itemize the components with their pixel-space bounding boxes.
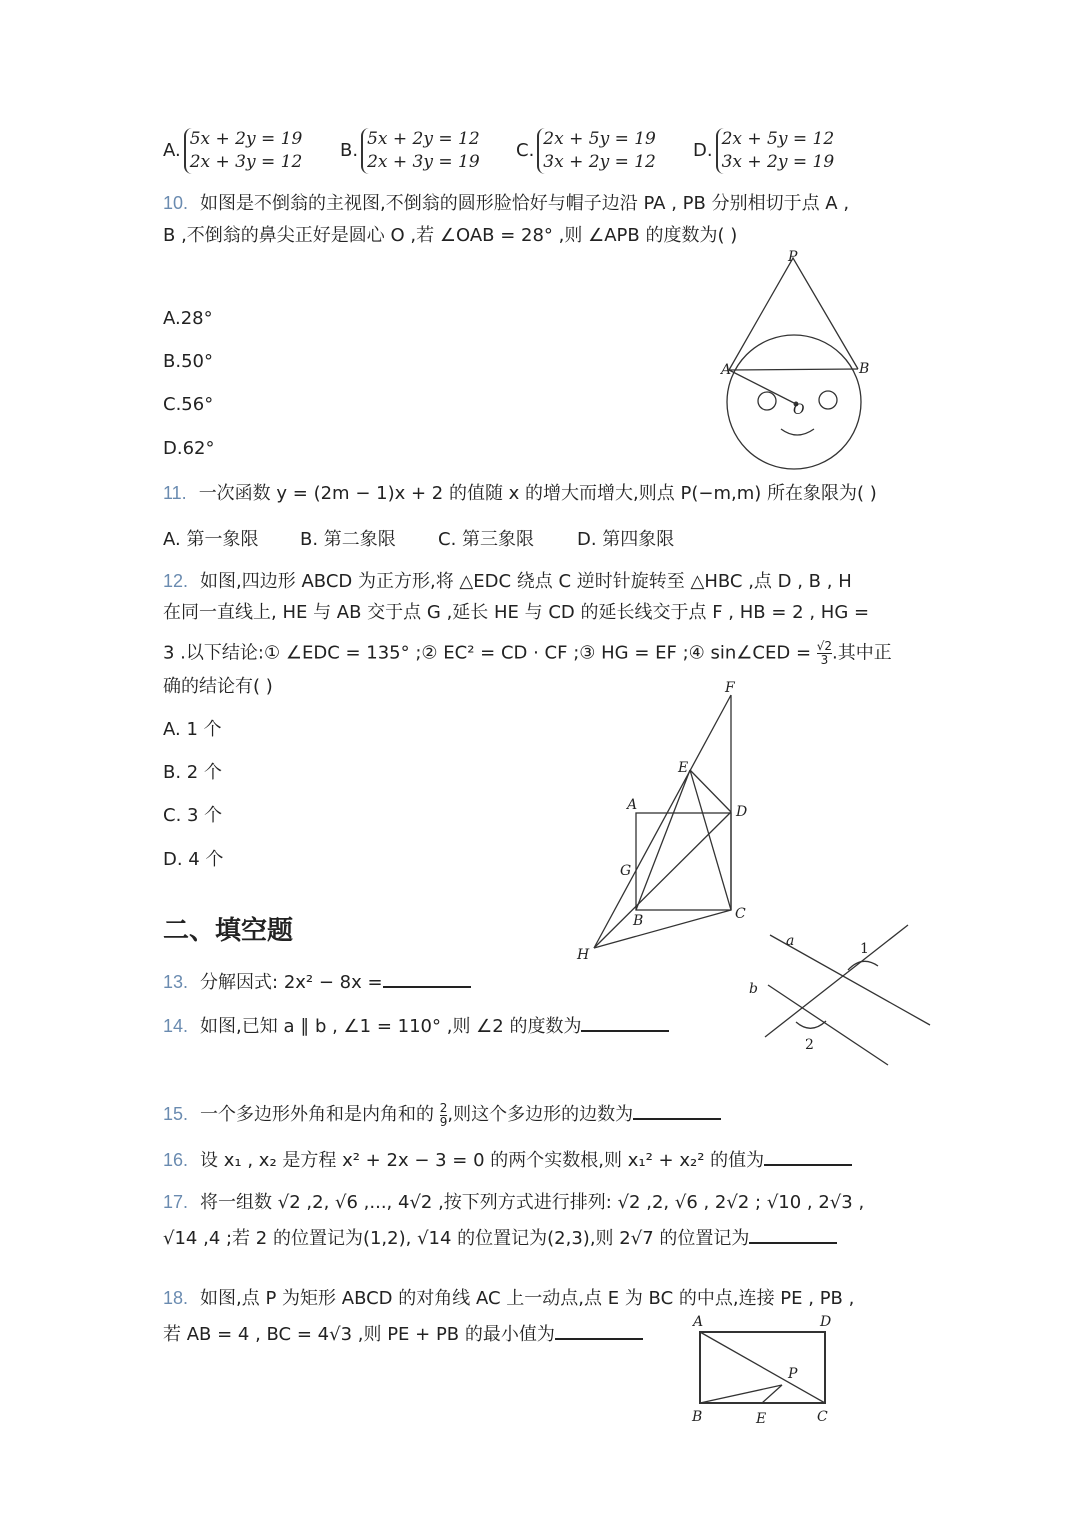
question-text: 如图,四边形 ABCD 为正方形,将 △EDC 绕点 C 逆时针旋转至 △HBC ,点 D , B , H — [200, 571, 852, 592]
q11-option-d: D. 第四象限 — [577, 529, 675, 550]
label-h: H — [577, 947, 590, 963]
question-text: 3 .以下结论:① ∠EDC = 135° ;② EC² = CD · CF ;③ HG = EF ;④ sin∠CED = — [163, 642, 817, 664]
label-c: C — [817, 1409, 828, 1425]
q10-option-b: B.50° — [163, 351, 213, 372]
parallel-lines-figure — [749, 925, 930, 1065]
q11-option-a: A. 第一象限 — [163, 529, 259, 550]
smile — [781, 429, 814, 435]
right-eye — [819, 391, 837, 409]
equation: 2x + 5y = 12 — [721, 129, 835, 149]
q10-option-d: D.62° — [163, 438, 215, 459]
question-text: 分解因式: 2x² − 8x = — [200, 972, 383, 993]
diagonal-ac — [700, 1332, 825, 1403]
equation: 3x + 2y = 12 — [543, 152, 656, 172]
q10-option-c: C.56° — [163, 394, 214, 415]
q11-option-b: B. 第二象限 — [300, 529, 396, 550]
label-e: E — [678, 760, 689, 776]
q10-line2: B ,不倒翁的鼻尖正好是圆心 O ,若 ∠OAB = 28° ,则 ∠APB 的度数为( ) — [163, 225, 738, 246]
option-label: A. — [163, 140, 181, 161]
equation: 2x + 3y = 19 — [367, 152, 480, 172]
question-text: √14 ,4 ;若 2 的位置记为(1,2), √14 的位置记为(2,3),则 2√7 的位置记为 — [163, 1228, 750, 1249]
option-label: D. — [693, 140, 713, 161]
question-number: 18. — [163, 1288, 189, 1308]
label-p: P — [788, 249, 798, 265]
label-a: A — [627, 797, 638, 813]
label-b: b — [749, 981, 758, 997]
question-number: 15. — [163, 1104, 189, 1124]
label-a: A — [721, 362, 732, 378]
label-d: D — [820, 1314, 832, 1330]
rectangle-figure — [691, 1314, 831, 1427]
line-hd — [594, 812, 731, 948]
question-text: 一个多边形外角和是内角和的 — [200, 1104, 440, 1125]
question-text: 如图是不倒翁的主视图,不倒翁的圆形脸恰好与帽子边沿 PA , PB 分别相切于点 A , — [200, 193, 850, 214]
question-text: 如图,已知 a ∥ b , ∠1 = 110° ,则 ∠2 的度数为 — [200, 1016, 582, 1037]
equation: 2x + 3y = 12 — [189, 152, 303, 172]
question-number: 13. — [163, 972, 189, 992]
fraction-denominator: 9 — [439, 1114, 448, 1129]
q12-option-b: B. 2 个 — [163, 762, 222, 783]
label-b: B — [692, 1409, 703, 1425]
question-text: ,则这个多边形的边数为 — [447, 1104, 634, 1125]
question-text: .其中正 — [832, 642, 892, 664]
fraction-numerator: √2 — [816, 639, 833, 653]
label-o: O — [793, 402, 805, 418]
question-number: 14. — [163, 1016, 189, 1036]
label-b: B — [633, 913, 644, 929]
question-number: 17. — [163, 1192, 189, 1212]
label-e: E — [756, 1411, 767, 1427]
question-text: 将一组数 √2 ,2, √6 ,..., 4√2 ,按下列方式进行排列: √2 ,2, √6 , 2√2 ; √10 , 2√3 , — [200, 1192, 865, 1213]
tumbler-figure — [719, 249, 869, 469]
q12-option-a: A. 1 个 — [163, 719, 222, 740]
option-label: C. — [516, 140, 535, 161]
q12-option-c: C. 3 个 — [163, 805, 223, 826]
q10-option-a: A.28° — [163, 308, 213, 329]
question-number: 11. — [163, 483, 187, 503]
angle-2-arc — [796, 1021, 826, 1028]
equation: 5x + 2y = 12 — [367, 129, 480, 149]
question-text: 一次函数 y = (2m − 1)x + 2 的值随 x 的增大而增大,则点 P(−m,m) 所在象限为( ) — [198, 483, 877, 504]
equation: 2x + 5y = 19 — [543, 129, 656, 149]
label-angle-2: 2 — [805, 1037, 814, 1053]
question-text: 如图,点 P 为矩形 ABCD 的对角线 AC 上一动点,点 E 为 BC 的中点,连接 PE , PB , — [200, 1288, 855, 1309]
label-angle-1: 1 — [860, 941, 869, 957]
q11-option-c: C. 第三象限 — [438, 529, 535, 550]
option-label: B. — [340, 140, 359, 161]
label-b: B — [859, 361, 870, 377]
equation: 3x + 2y = 19 — [721, 152, 835, 172]
line-be — [636, 770, 690, 910]
q12-line4: 确的结论有( ) — [163, 676, 273, 697]
q12-line2: 在同一直线上, HE 与 AB 交于点 G ,延长 HE 与 CD 的延长线交于点 F , HB = 2 , HG = — [163, 602, 870, 623]
equation: 5x + 2y = 19 — [189, 129, 303, 149]
label-g: G — [620, 863, 632, 879]
question-number: 12. — [163, 571, 189, 591]
q12-option-d: D. 4 个 — [163, 849, 224, 870]
line-b — [768, 985, 888, 1065]
question-text: 设 x₁ , x₂ 是方程 x² + 2x − 3 = 0 的两个实数根,则 x₁² + x₂² 的值为 — [200, 1150, 765, 1171]
question-number: 10. — [163, 193, 189, 213]
label-f: F — [725, 680, 735, 696]
segment-bp — [700, 1385, 782, 1403]
chord-ab — [729, 369, 858, 370]
label-d: D — [736, 804, 748, 820]
fraction-numerator: 2 — [439, 1100, 448, 1115]
label-a: a — [786, 933, 795, 949]
left-eye — [758, 392, 776, 410]
section-heading: 二、填空题 — [163, 916, 294, 946]
question-text: 若 AB = 4 , BC = 4√3 ,则 PE + PB 的最小值为 — [163, 1324, 555, 1345]
segment-ao — [729, 370, 796, 404]
label-c: C — [735, 906, 746, 922]
question-number: 16. — [163, 1150, 189, 1170]
label-p: P — [788, 1366, 798, 1382]
square-rotation-figure — [576, 680, 747, 963]
fraction-denominator: 3 — [820, 653, 829, 667]
label-a: A — [693, 1314, 704, 1330]
line-hc — [594, 910, 731, 948]
